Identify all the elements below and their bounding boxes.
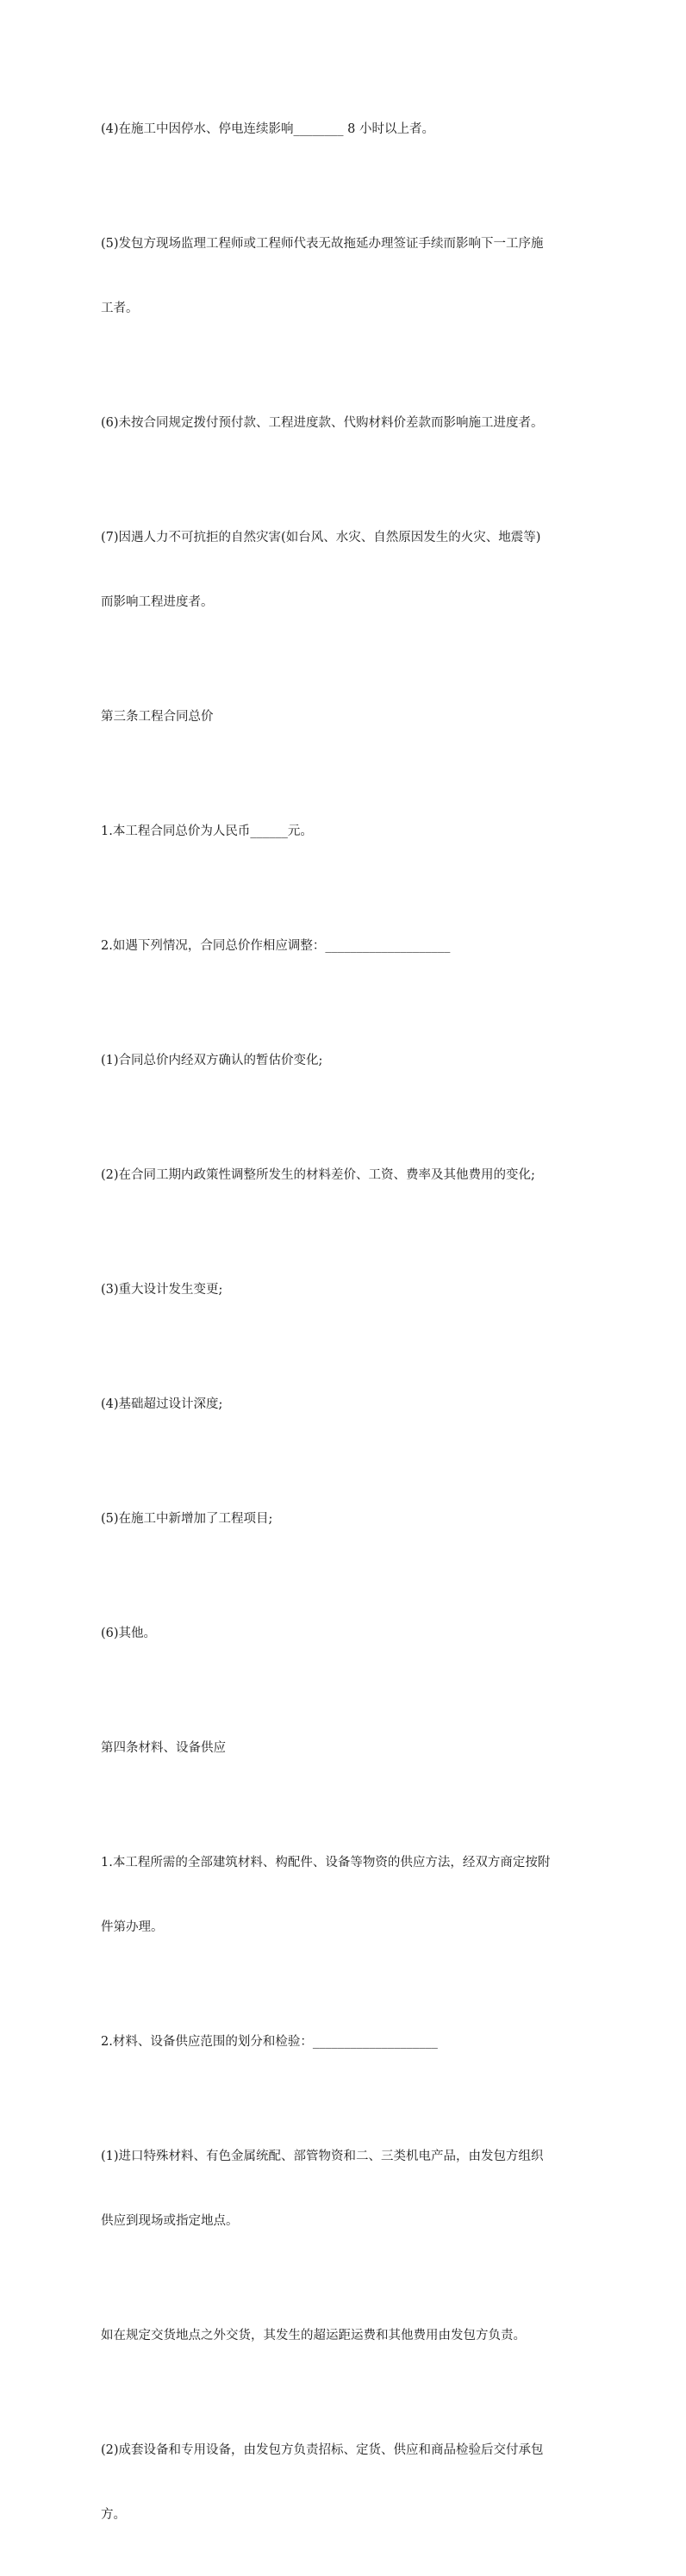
text-line: 2.材料、设备供应范围的划分和检验：____________________ xyxy=(101,2035,438,2049)
text-line: (1)进口特殊材料、有色金属统配、部管物资和二、三类机电产品，由发包方组织 xyxy=(101,2150,544,2163)
text-line: 如在规定交货地点之外交货，其发生的超运距运费和其他费用由发包方负责。 xyxy=(101,2329,526,2343)
text-line: (6)未按合同规定拨付预付款、工程进度款、代购材料价差款而影响施工进度者。 xyxy=(101,416,544,430)
text-line: (5)在施工中新增加了工程项目; xyxy=(101,1512,273,1526)
text-line: (3)重大设计发生变更; xyxy=(101,1283,223,1297)
text-line: 第四条材料、设备供应 xyxy=(101,1741,226,1755)
text-line: (1)合同总价内经双方确认的暂估价变化; xyxy=(101,1054,323,1067)
adjustment-item-4 xyxy=(101,1351,592,1459)
section-heading-article-4 xyxy=(101,1695,592,1802)
clause-7-force-majeure xyxy=(101,484,592,656)
supply-scope-clause xyxy=(101,1988,592,2096)
text-line: 而影响工程进度者。 xyxy=(101,595,214,609)
text-line: (5)发包方现场监理工程师或工程师代表无故拖延办理签证手续而影响下一工序施 xyxy=(101,237,544,251)
text-line: (2)成套设备和专用设备，由发包方负责招标、定货、供应和商品检验后交付承包 xyxy=(101,2443,544,2457)
supply-item-2 xyxy=(101,2397,592,2569)
delivery-cost-note xyxy=(101,2282,592,2390)
supply-method-clause xyxy=(101,1809,592,1982)
text-line: 方。 xyxy=(101,2508,126,2522)
clause-6-payment-delay xyxy=(101,370,592,477)
document-page xyxy=(101,76,592,2576)
clause-4-water-power-outage xyxy=(101,76,592,184)
text-line: 2.如遇下列情况，合同总价作相应调整：____________________ xyxy=(101,939,451,953)
adjustment-item-3 xyxy=(101,1236,592,1344)
text-line: 供应到现场或指定地点。 xyxy=(101,2214,239,2228)
text-line: 1.本工程合同总价为人民币______元。 xyxy=(101,824,313,838)
price-adjustment-clause xyxy=(101,893,592,1000)
adjustment-item-1 xyxy=(101,1007,592,1115)
section-heading-article-3 xyxy=(101,663,592,771)
text-line: 工者。 xyxy=(101,302,139,315)
text-line: (6)其他。 xyxy=(101,1627,157,1640)
text-line: 件第办理。 xyxy=(101,1920,164,1934)
supply-item-1 xyxy=(101,2103,592,2275)
text-line: (2)在合同工期内政策性调整所发生的材料差价、工资、费率及其他费用的变化; xyxy=(101,1168,535,1182)
text-line: 1.本工程所需的全部建筑材料、构配件、设备等物资的供应方法，经双方商定按附 xyxy=(101,1856,551,1870)
text-line: (4)在施工中因停水、停电连续影响________ 8 小时以上者。 xyxy=(101,122,434,136)
clause-5-supervisor-delay xyxy=(101,190,592,363)
adjustment-item-2 xyxy=(101,1122,592,1229)
text-line: 第三条工程合同总价 xyxy=(101,710,214,724)
text-line: (7)因遇人力不可抗拒的自然灾害(如台风、水灾、自然原因发生的火灾、地震等) xyxy=(101,531,541,544)
adjustment-item-5 xyxy=(101,1465,592,1573)
text-line: (4)基础超过设计深度; xyxy=(101,1397,223,1411)
total-price-clause xyxy=(101,778,592,886)
adjustment-item-6 xyxy=(101,1580,592,1688)
